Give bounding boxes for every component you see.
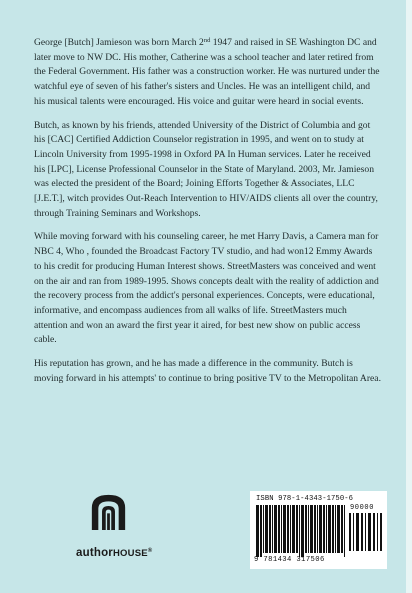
paragraph-reputation: His reputation has grown, and he has made a difference in the community. Butch is moving forward in his attempts' to continue to bring positive TV to the Metropolitan Area.: [34, 358, 381, 384]
paragraph-biography-early-life: [34, 36, 382, 110]
ean-barcode-bars: [256, 505, 347, 557]
paragraph-text: George [Butch] Jamieson was born March 2: [34, 37, 204, 48]
paragraph-text: 1947 and raised in SE Washington DC and later move to NW DC. His mother, Catherine was a school teacher and later retired from the Federal Government. His father was a construction worker. He was nurtured under the watchful eye of seven of his father's sisters and Uncles. He was an intelligent child, and his musical talents were encouraged. His voice and guitar were heard in social events.: [34, 37, 380, 107]
isbn-label: ISBN 978-1-4343-1750-6: [256, 495, 354, 503]
isbn-barcode: [250, 491, 387, 569]
publisher-name: authorHOUSE®: [76, 547, 153, 559]
back-cover-text: [34, 36, 382, 395]
authorhouse-logo-icon: [90, 493, 127, 530]
ordinal-suffix: nd: [203, 37, 211, 44]
ean-digits: 9 781434 317506: [254, 556, 325, 564]
addon-digits: 90000: [350, 504, 375, 512]
paragraph-streetmasters: While moving forward with his counseling career, he met Harry Davis, a Camera man for NBC 4, Who , founded the Broadcast Factory TV studio, and had won12 Emmy Awards to his credit for producing Human Interest shows. StreetMasters was conceived and went on the air and ran from 1989-1995. Shows concepts dealt with the reality of addiction and the recovery process from the addict's personal experiences. Concepts, were educational, informative, and encompass audiences from all walks of life. StreetMasters much attention and won an award the first year it aired, for best new show on public access cable.: [34, 231, 379, 346]
cover-edge: [406, 0, 412, 593]
paragraph-education: Butch, as known by his friends, attended University of the District of Columbia and got his [CAC] Certified Addiction Counselor registration in 1995, and went on to study at Lincoln University from 1995-1998 in Oxford PA In Human services. Later he received his [LPC], License Professional Counselor in the State of Maryland. 2003, Mr. Jamieson was elected the president of the Board; Joining Efforts Together & Associates, LLC [J.E.T.], witch provides Out-Reach Intervention to HIV/AIDS clients all over the country, through Training Seminars and Workshops.: [34, 119, 378, 219]
publisher-logo: [76, 493, 176, 573]
addon-barcode-bars: [349, 513, 382, 555]
